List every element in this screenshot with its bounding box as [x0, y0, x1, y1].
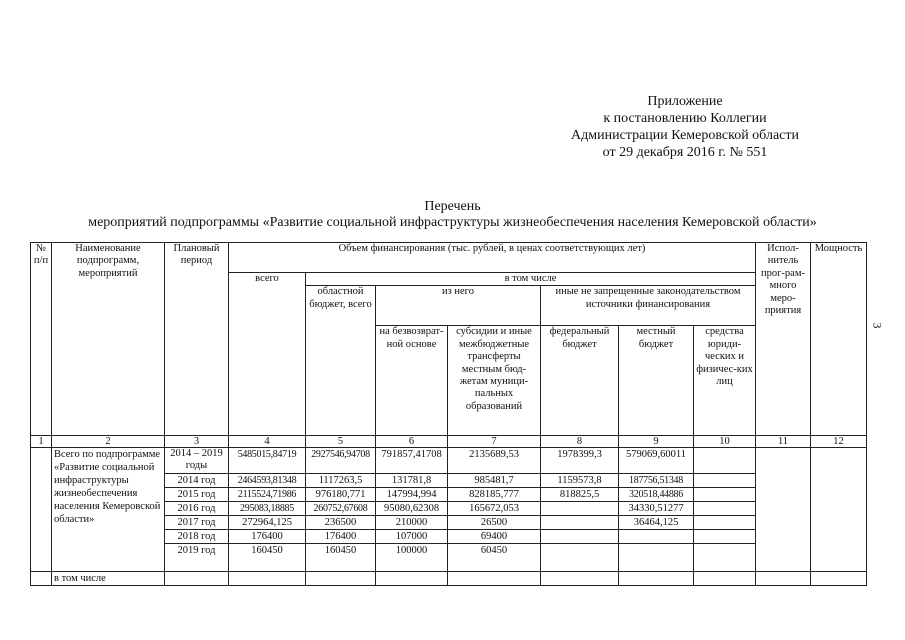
- column-number: 9: [619, 436, 694, 448]
- column-number: 7: [448, 436, 541, 448]
- gratuitous-cell: 95080,62308: [376, 502, 448, 516]
- appendix-line-2: к постановлению Коллегии: [603, 111, 767, 126]
- program-name-cell: Всего по подпрограмме «Развитие социальной инфраструктуры жизнеобеспечения населения Кемеровской области»: [52, 448, 165, 572]
- legal-cell: [694, 488, 756, 502]
- federal-cell: [541, 544, 619, 572]
- local-cell: [619, 530, 694, 544]
- row-num-cell: [31, 448, 52, 572]
- document-subtitle: мероприятий подпрограммы «Развитие социальной инфраструктуры жизнеобеспечения населения Кемеровской области»: [88, 215, 817, 230]
- financing-table: [30, 242, 867, 586]
- empty-cell: [306, 572, 376, 586]
- header-period: Плановый период: [165, 243, 229, 436]
- column-number: 12: [811, 436, 867, 448]
- header-federal: федеральный бюджет: [541, 326, 619, 436]
- column-number: 2: [52, 436, 165, 448]
- subsidies-cell: 2135689,53: [448, 448, 541, 474]
- local-cell: 320518,44886: [619, 488, 694, 502]
- legal-cell: [694, 502, 756, 516]
- local-cell: 34330,51277: [619, 502, 694, 516]
- total-cell: 160450: [229, 544, 306, 572]
- gratuitous-cell: 147994,994: [376, 488, 448, 502]
- capacity-cell: [811, 448, 867, 572]
- header-capacity: Мощность: [811, 243, 867, 436]
- header-total: всего: [229, 273, 306, 436]
- regional-cell: 176400: [306, 530, 376, 544]
- header-regional: областной бюджет, всего: [306, 286, 376, 436]
- local-cell: [619, 544, 694, 572]
- total-cell: 176400: [229, 530, 306, 544]
- appendix-line-1: Приложение: [647, 94, 723, 109]
- empty-cell: [619, 572, 694, 586]
- period-cell: 2014 год: [165, 474, 229, 488]
- column-number: 5: [306, 436, 376, 448]
- federal-cell: [541, 502, 619, 516]
- appendix-block: [520, 93, 850, 161]
- total-cell: 2464593,81348: [229, 474, 306, 488]
- header-gratuitous: на безвозврат-ной основе: [376, 326, 448, 436]
- appendix-line-4: от 29 декабря 2016 г. № 551: [602, 145, 768, 160]
- regional-cell: 1117263,5: [306, 474, 376, 488]
- subsidies-cell: 69400: [448, 530, 541, 544]
- header-including: в том числе: [306, 273, 756, 286]
- period-cell: 2016 год: [165, 502, 229, 516]
- header-funding: Объем финансирования (тыс. рублей, в ценах соответствующих лет): [229, 243, 756, 273]
- empty-cell: [811, 572, 867, 586]
- gratuitous-cell: 100000: [376, 544, 448, 572]
- subsidies-cell: 165672,053: [448, 502, 541, 516]
- table-row: [31, 572, 867, 586]
- header-legal: средства юриди-ческих и физичес-ких лиц: [694, 326, 756, 436]
- regional-cell: 976180,771: [306, 488, 376, 502]
- empty-cell: [694, 572, 756, 586]
- column-number: 4: [229, 436, 306, 448]
- regional-cell: 160450: [306, 544, 376, 572]
- subsidies-cell: 26500: [448, 516, 541, 530]
- document-title: Перечень: [424, 199, 481, 214]
- federal-cell: 818825,5: [541, 488, 619, 502]
- regional-cell: 236500: [306, 516, 376, 530]
- legal-cell: [694, 448, 756, 474]
- empty-cell: [165, 572, 229, 586]
- period-cell: 2017 год: [165, 516, 229, 530]
- column-number: 6: [376, 436, 448, 448]
- header-local: местный бюджет: [619, 326, 694, 436]
- total-cell: 272964,125: [229, 516, 306, 530]
- federal-cell: [541, 516, 619, 530]
- total-cell: 295083,18885: [229, 502, 306, 516]
- federal-cell: 1159573,8: [541, 474, 619, 488]
- legal-cell: [694, 544, 756, 572]
- column-number: 10: [694, 436, 756, 448]
- empty-cell: [448, 572, 541, 586]
- federal-cell: [541, 530, 619, 544]
- column-number: 11: [756, 436, 811, 448]
- local-cell: 579069,60011: [619, 448, 694, 474]
- column-number: 3: [165, 436, 229, 448]
- subtotal-label-cell: в том числе: [52, 572, 165, 586]
- subsidies-cell: 60450: [448, 544, 541, 572]
- local-cell: 187756,51348: [619, 474, 694, 488]
- federal-cell: 1978399,3: [541, 448, 619, 474]
- period-cell: 2018 год: [165, 530, 229, 544]
- appendix-line-3: Администрации Кемеровской области: [571, 128, 799, 143]
- subsidies-cell: 985481,7: [448, 474, 541, 488]
- period-cell: 2015 год: [165, 488, 229, 502]
- subsidies-cell: 828185,777: [448, 488, 541, 502]
- regional-cell: 260752,67608: [306, 502, 376, 516]
- column-number: 1: [31, 436, 52, 448]
- legal-cell: [694, 530, 756, 544]
- header-executor: Испол-нитель прог-рам-много меро-приятия: [756, 243, 811, 436]
- table-row: [31, 448, 867, 474]
- header-other-sources: иные не запрещенные законодательством источники финансирования: [541, 286, 756, 326]
- regional-cell: 2927546,94708: [306, 448, 376, 474]
- header-name: Наименование подпрограмм, мероприятий: [52, 243, 165, 436]
- gratuitous-cell: 791857,41708: [376, 448, 448, 474]
- empty-cell: [229, 572, 306, 586]
- legal-cell: [694, 474, 756, 488]
- executor-cell: [756, 448, 811, 572]
- period-cell: 2019 год: [165, 544, 229, 572]
- header-num: № п/п: [31, 243, 52, 436]
- empty-cell: [541, 572, 619, 586]
- gratuitous-cell: 210000: [376, 516, 448, 530]
- column-number: 8: [541, 436, 619, 448]
- row-num-cell: [31, 572, 52, 586]
- total-cell: 2115524,71986: [229, 488, 306, 502]
- column-numbers-row: [31, 436, 867, 448]
- total-cell: 5485015,84719: [229, 448, 306, 474]
- gratuitous-cell: 107000: [376, 530, 448, 544]
- empty-cell: [376, 572, 448, 586]
- page-number: 3: [870, 322, 885, 329]
- local-cell: 36464,125: [619, 516, 694, 530]
- header-of-which: из него: [376, 286, 541, 326]
- empty-cell: [756, 572, 811, 586]
- period-cell: 2014 – 2019 годы: [165, 448, 229, 474]
- legal-cell: [694, 516, 756, 530]
- gratuitous-cell: 131781,8: [376, 474, 448, 488]
- header-subsidies: субсидии и иные межбюджетные трансферты местным бюд-жетам муници-пальных образований: [448, 326, 541, 436]
